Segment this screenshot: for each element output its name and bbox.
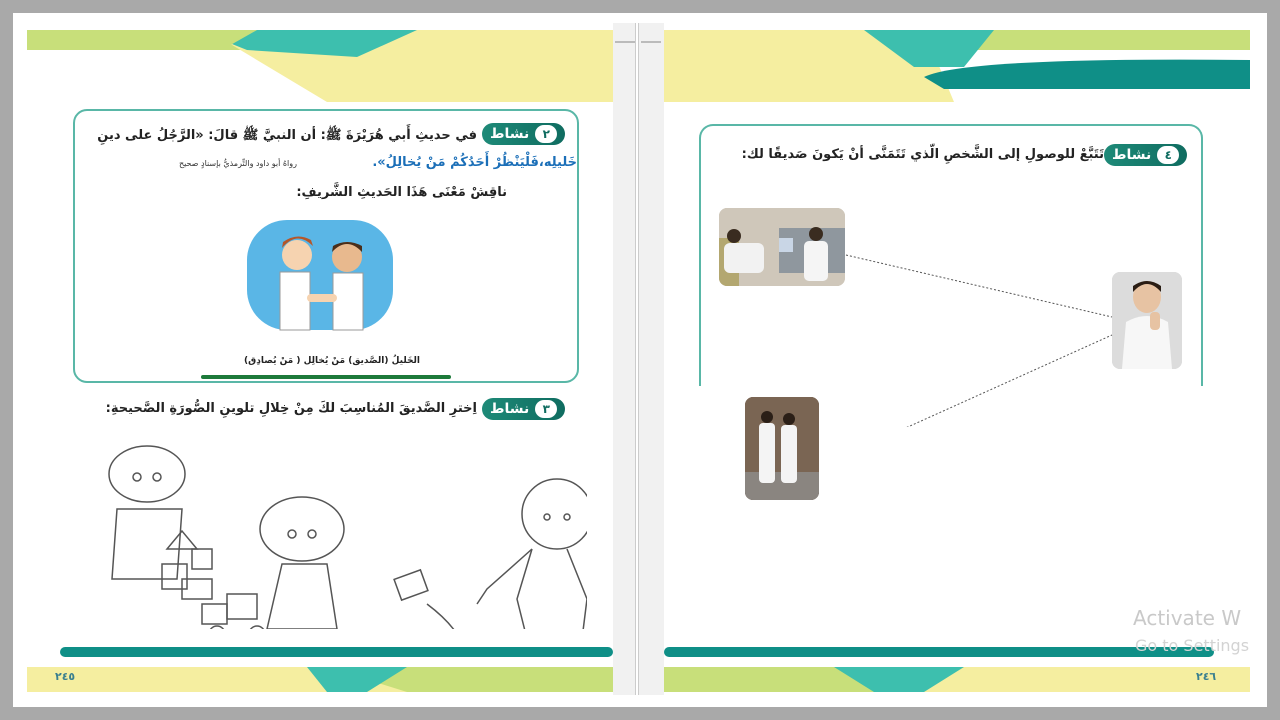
activity2-instruction: ناقِشْ مَعْنَى هَذَا الحَديثِ الشَّريفِ:	[296, 185, 507, 200]
activity3-instruction: اِخترِ الصَّديقَ المُناسِبَ لكَ مِنْ خِلالِ تلوينِ الصُّورَةِ الصَّحيحةِ:	[105, 401, 477, 416]
activity4-number: ٤	[1157, 146, 1179, 164]
left-footer-decoration	[27, 647, 613, 692]
right-page	[664, 27, 1250, 692]
tracing-lines	[664, 27, 1250, 427]
activity4-label: نشاط	[1112, 147, 1152, 163]
left-page	[27, 27, 613, 692]
go-to-settings-watermark: Go to Settings	[1135, 636, 1250, 655]
book-gutter	[613, 23, 664, 695]
activity2-label: نشاط	[490, 126, 530, 142]
activity3-tag	[482, 398, 565, 420]
left-header-decoration	[27, 27, 613, 107]
caption-underline	[201, 375, 451, 379]
gutter-line	[635, 23, 639, 695]
hadith-text-1: في حديثِ أَبي هُرَيْرَةَ ﷺ: أن النبيَّ ﷺ قالَ: «الرَّجُلُ على دينِ	[97, 128, 477, 143]
activity4-instruction: تَتَبَّعْ للوصولِ إلى الشَّخصِ الّذي تَتَمَنَّى أنْ يَكونَ صَديقًا لك:	[741, 147, 1104, 162]
activate-windows-watermark: Activate W	[1133, 606, 1242, 630]
hadith-source: رواهُ أبو داود والتِّرمذيُّ بإسنادٍ صحيح	[178, 159, 297, 168]
activity3-label: نشاط	[490, 401, 530, 417]
activity2-tag	[482, 123, 565, 145]
gutter-tick-right	[641, 41, 661, 43]
handshake-illustration	[247, 210, 393, 340]
activity2-number: ٢	[535, 125, 557, 143]
coloring-line-art	[87, 439, 587, 629]
hadith-line1	[87, 127, 477, 146]
right-page-number: ٢٤٦	[1196, 670, 1217, 683]
illustration-caption: الخَليلُ (الصَّديق) مَنْ يُخالِل ( مَنْ يُصادِق)	[244, 356, 420, 366]
gutter-tick-left	[615, 41, 635, 43]
left-page-number: ٢٤٥	[55, 670, 76, 683]
activity3-number: ٣	[535, 400, 557, 418]
hadith-text-2: خَليلِه،فَلْيَنْظُرْ أَحَدُكُمْ مَنْ يُخالِلُ».	[372, 155, 577, 170]
